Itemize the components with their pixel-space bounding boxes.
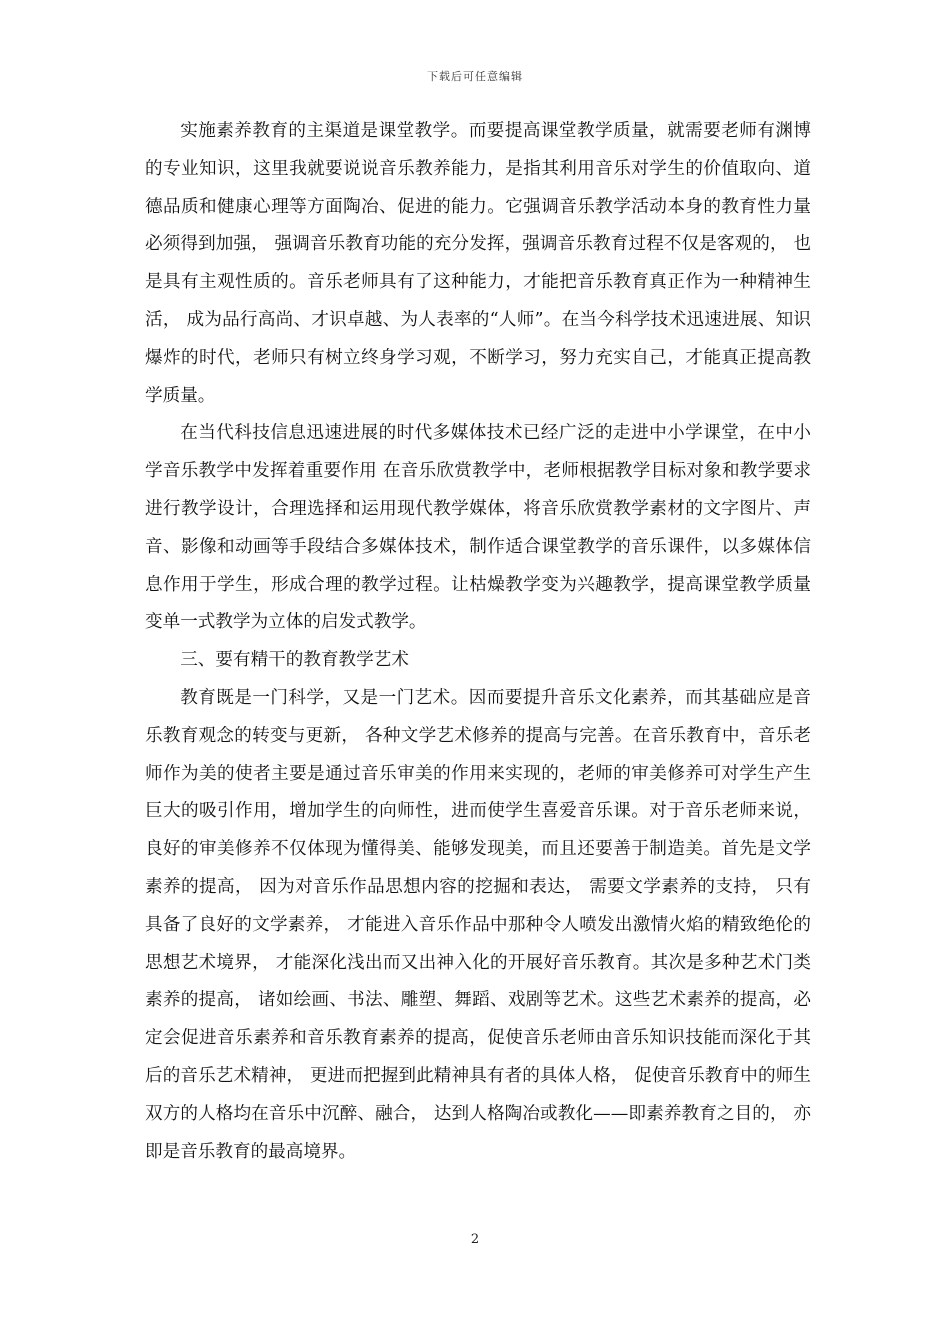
paragraph-teaching-art: 教育既是一门科学，又是一门艺术。因而要提升音乐文化素养，而其基础应是音乐教育观念的转变与更新， 各种文学艺术修养的提高与完善。在音乐教育中，音乐老师作为美的使者主要是通过音乐审美的作用来实现的，老师的审美修养可对学生产生巨大的吸引作用，增加学生的向师性，进而使学生喜爱音乐课。对于音乐老师来说，良好的审美修养不仅体现为懂得美、能够发现美，而且还要善于制造美。首先是文学素养的提高， 因为对音乐作品思想内容的挖掘和表达， 需要文学素养的支持， 只有具备了良好的文学素养， 才能进入音乐作品中那种令人喷发出激情火焰的精致绝伦的思想艺术境界， 才能深化浅出而又出神入化的开展好音乐教育。其次是多种艺术门类素养的提高， 诸如绘画、书法、雕塑、舞蹈、戏剧等艺术。这些艺术素养的提高，必定会促进音乐素养和音乐教育素养的提高，促使音乐老师由音乐知识技能而深化于其后的音乐艺术精神， 更进而把握到此精神具有者的具体人格， 促使音乐教育中的师生双方的人格均在音乐中沉醉、融合， 达到人格陶冶或教化——即素养教育之目的， 亦即是音乐教育的最高境界。 <box>145 687 811 1162</box>
page-number: 2 <box>470 1232 480 1247</box>
page-header: 下载后可任意编辑 <box>427 70 523 83</box>
paragraph-classroom-teaching: 实施素养教育的主渠道是课堂教学。而要提高课堂教学质量，就需要老师有渊博的专业知识，这里我就要说说音乐教养能力，是指其利用音乐对学生的价值取向、道德品质和健康心理等方面陶冶、促进的能力。它强调音乐教学活动本身的教育性力量必须得到加强， 强调音乐教育功能的充分发挥，强调音乐教育过程不仅是客观的， 也是具有主观性质的。音乐老师具有了这种能力，才能把音乐教育真正作为一种精神生活， 成为品行高尚、才识卓越、为人表率的“人师”。在当今科学技术迅速进展、知识爆炸的时代，老师只有树立终身学习观，不断学习，努力充实自己，才能真正提高教学质量。 <box>145 121 811 406</box>
document-body <box>145 113 811 1171</box>
paragraph-multimedia: 在当代科技信息迅速进展的时代多媒体技术已经广泛的走进中小学课堂，在中小学音乐教学中发挥着重要作用 在音乐欣赏教学中，老师根据教学目标对象和教学要求进行教学设计，合理选择和运用现代教学媒体，将音乐欣赏教学素材的文字图片、声音、影像和动画等手段结合多媒体技术，制作适合课堂教学的音乐课件，以多媒体信息作用于学生，形成合理的教学过程。让枯燥教学变为兴趣教学，提高课堂教学质量变单一式教学为立体的启发式教学。 <box>145 423 811 633</box>
section-heading: 三、要有精干的教育教学艺术 <box>180 650 409 671</box>
